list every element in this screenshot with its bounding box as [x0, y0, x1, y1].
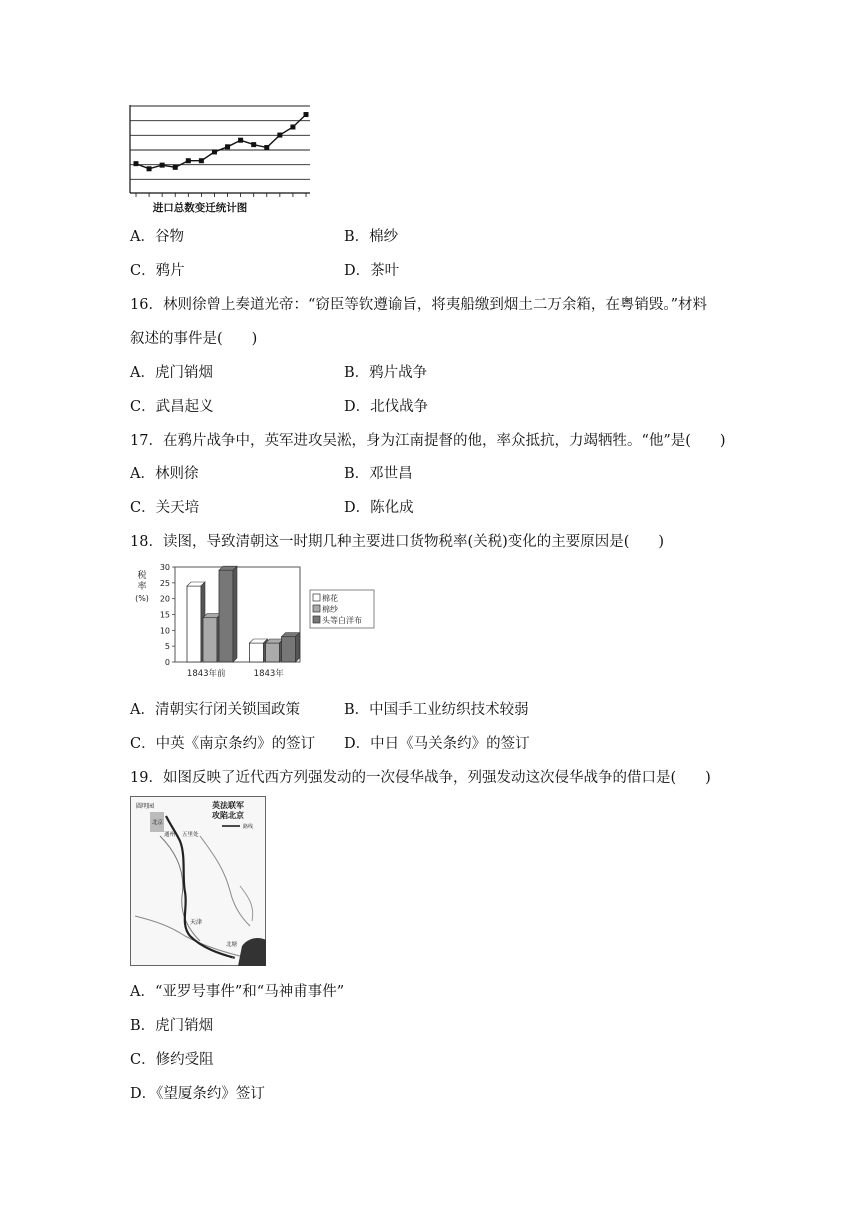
tariff-legend-label: 棉花 — [322, 594, 338, 603]
import-total-point — [277, 133, 282, 138]
import-total-point — [160, 163, 165, 168]
map-place-beitang: 北塘 — [226, 942, 238, 948]
q15-option-b[interactable]: B．棉纱 — [344, 229, 399, 245]
tariff-y-tick-label: 10 — [159, 626, 170, 636]
import-total-point — [290, 125, 295, 130]
tariff-legend-swatch — [313, 616, 320, 623]
tariff-category-label: 1843年 — [253, 669, 284, 679]
map-title-2: 攻陷北京 — [212, 811, 244, 820]
map-title-1: 英法联军 — [212, 801, 244, 810]
q16-stem-line1: 16．林则徐曾上奏道光帝：“窃臣等钦遵谕旨，将夷船缴到烟土二万余箱，在粤销毁。”材料 — [130, 297, 708, 313]
tariff-bar — [187, 586, 201, 662]
import-total-point — [304, 112, 309, 117]
q16-option-a[interactable]: A．虎门销烟 — [130, 365, 213, 381]
tariff-bar-chart-svg — [130, 562, 380, 682]
import-total-point — [251, 142, 256, 147]
tariff-bar — [266, 643, 280, 662]
map-place-yuanmingyuan: 圆明园 — [136, 803, 155, 810]
import-total-point — [225, 144, 230, 149]
tariff-y-tick-label: 20 — [159, 594, 170, 604]
import-total-point — [199, 158, 204, 163]
q17-option-a[interactable]: A．林则徐 — [130, 466, 199, 482]
q17-stem: 17．在鸦片战争中，英军进攻吴淞，身为江南提督的他，率众抵抗，力竭牺牲。“他”是( ) — [130, 433, 726, 449]
q16-option-d[interactable]: D．北伐战争 — [344, 399, 429, 415]
tariff-y-tick-label: 5 — [164, 642, 170, 652]
tariff-category-label: 1843年前 — [186, 669, 226, 679]
map-legend-label: 路线 — [243, 824, 254, 830]
anglo-french-map — [130, 796, 266, 966]
tariff-y-tick-label: 0 — [164, 658, 170, 667]
tariff-bar-side — [296, 633, 300, 662]
tariff-legend-swatch — [313, 605, 320, 612]
q18-option-a[interactable]: A．清朝实行闭关锁国政策 — [130, 702, 300, 718]
tariff-bar — [250, 643, 264, 662]
map-place-dagu: 大沽 — [226, 958, 238, 964]
q15-option-c[interactable]: C．鸦片 — [130, 263, 185, 279]
q18-option-b[interactable]: B．中国手工业纺织技术较弱 — [344, 702, 529, 718]
q19-option-d[interactable]: D．《望厦条约》签订 — [130, 1086, 265, 1102]
tariff-ylabel-3: (%) — [135, 594, 149, 603]
tariff-ylabel-1: 税 — [137, 571, 147, 581]
q16-stem-line2: 叙述的事件是( ) — [130, 331, 258, 347]
q19-option-c[interactable]: C．修约受阻 — [130, 1052, 214, 1068]
tariff-y-tick-label: 15 — [159, 610, 170, 620]
import-total-chart-svg — [128, 103, 313, 215]
q15-option-a[interactable]: A．谷物 — [130, 229, 184, 245]
tariff-bar — [219, 570, 233, 662]
tariff-bar-side — [233, 566, 237, 662]
q18-option-d[interactable]: D．中日《马关条约》的签订 — [344, 736, 530, 752]
tariff-y-tick-label: 25 — [159, 578, 170, 588]
q18-option-c[interactable]: C．中英《南京条约》的签订 — [130, 736, 316, 752]
q18-stem: 18．读图，导致清朝这一时期几种主要进口货物税率(关税)变化的主要原因是( ) — [130, 534, 665, 550]
import-total-point — [212, 149, 217, 154]
q19-stem: 19．如图反映了近代西方列强发动的一次侵华战争，列强发动这次侵华战争的借口是( ) — [130, 770, 711, 786]
q17-option-d[interactable]: D．陈化成 — [344, 500, 414, 516]
q17-option-c[interactable]: C．关天培 — [130, 500, 200, 516]
q16-option-c[interactable]: C．武昌起义 — [130, 399, 214, 415]
import-total-point — [147, 166, 152, 171]
import-total-point — [186, 158, 191, 163]
tariff-ylabel-2: 率 — [137, 582, 147, 592]
import-total-point — [238, 138, 243, 143]
import-total-point — [173, 165, 178, 170]
tariff-bar-chart — [130, 562, 380, 682]
anglo-french-map-svg — [130, 796, 266, 966]
tariff-legend-label: 头等白洋布 — [322, 616, 362, 625]
map-place-tongzhou: 通州 — [164, 832, 176, 838]
import-total-caption: 进口总数变迁统计图 — [152, 202, 248, 214]
q15-option-d[interactable]: D．茶叶 — [344, 263, 400, 279]
tariff-y-tick-label: 30 — [159, 563, 170, 572]
map-place-beijing: 北京 — [152, 820, 164, 826]
import-total-point — [264, 145, 269, 150]
import-total-series-line — [136, 115, 306, 169]
map-place-wulichu: 五里处 — [182, 832, 199, 838]
import-total-chart — [128, 103, 313, 215]
q17-option-b[interactable]: B．邓世昌 — [344, 466, 413, 482]
q16-option-b[interactable]: B．鸦片战争 — [344, 365, 428, 381]
map-place-tianjin: 天津 — [190, 919, 203, 926]
q19-option-b[interactable]: B．虎门销烟 — [130, 1018, 214, 1034]
tariff-legend-swatch — [313, 594, 320, 601]
tariff-bar — [203, 618, 217, 662]
q19-option-a[interactable]: A．“亚罗号事件”和“马神甫事件” — [130, 984, 345, 1000]
tariff-legend-label: 棉纱 — [322, 605, 338, 614]
tariff-bar — [282, 637, 296, 662]
import-total-point — [134, 161, 139, 166]
